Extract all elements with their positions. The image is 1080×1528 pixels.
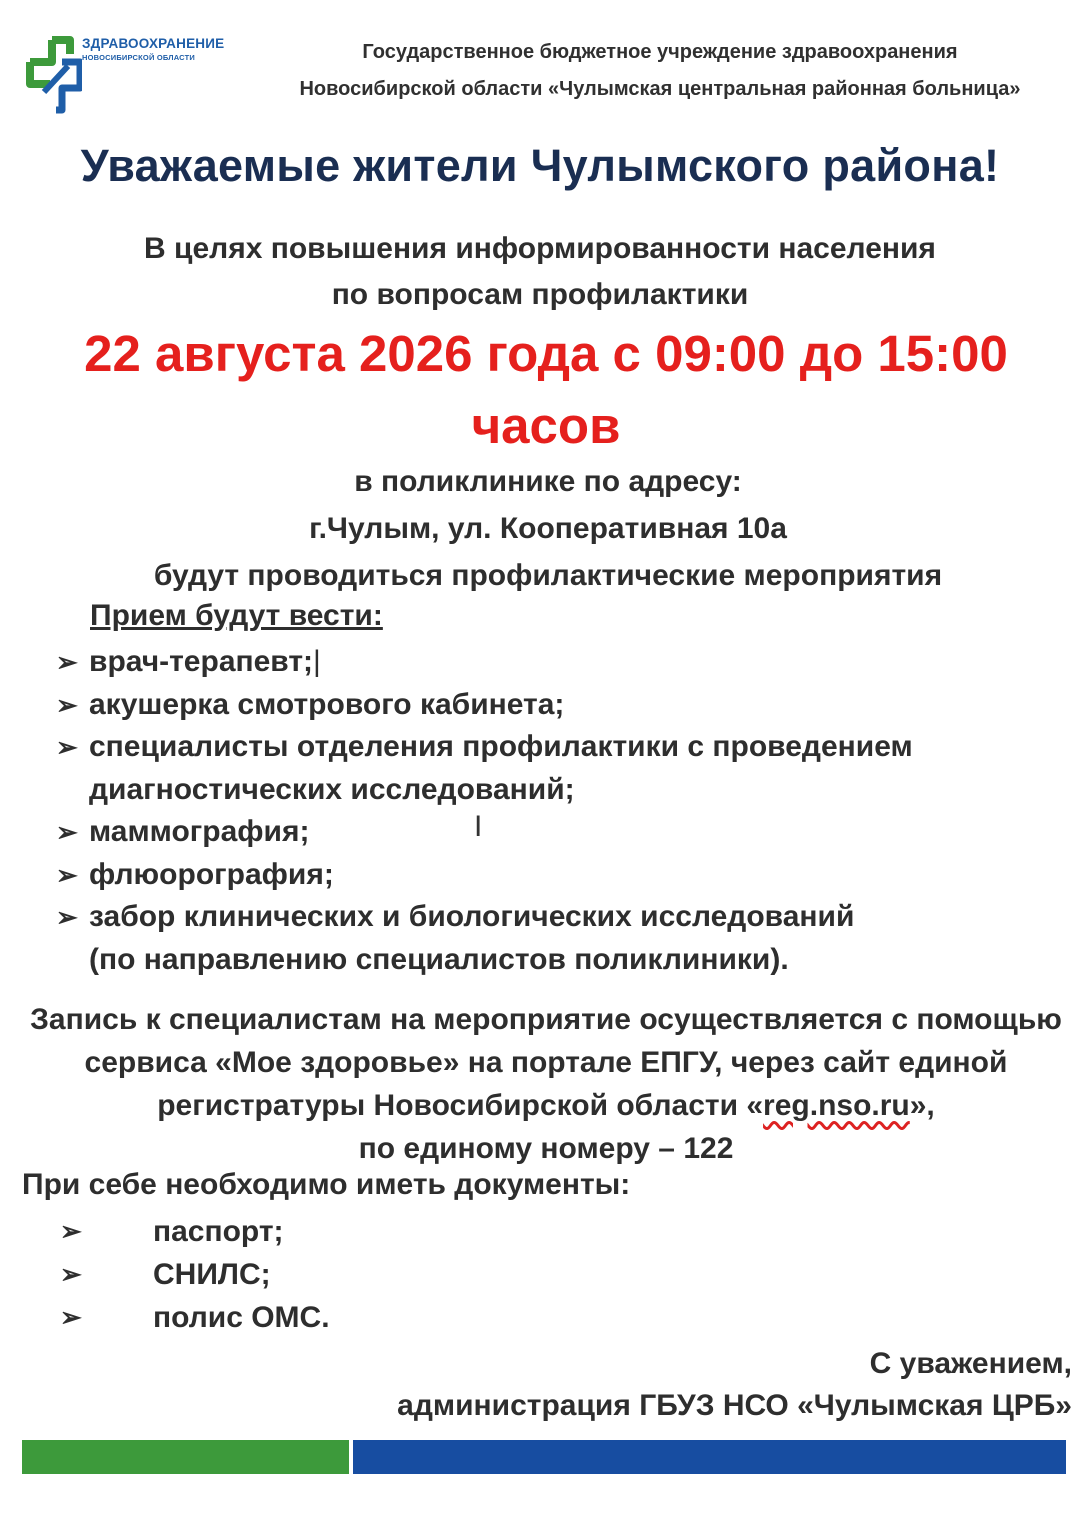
- arrow-bullet-icon: ➢: [56, 902, 78, 932]
- lead-text: [0, 226, 1080, 318]
- arrow-bullet-icon: ➢: [60, 1302, 82, 1332]
- documents-heading: При себе необходимо иметь документы:: [22, 1168, 631, 1201]
- list-item: ➢ полис ОМС.: [60, 1296, 330, 1339]
- lead-line-1: В целях повышения информированности населения: [144, 232, 936, 265]
- event-date-line-2: часов: [471, 397, 621, 454]
- list-item: ➢ акушерка смотрового кабинета;: [56, 684, 1056, 727]
- list-item: ➢ СНИЛС;: [60, 1253, 330, 1296]
- arrow-bullet-icon: ➢: [56, 817, 78, 847]
- arrow-bullet-icon: ➢: [56, 859, 78, 890]
- organization-line-1: Государственное бюджетное учреждение здравоохранения: [362, 41, 958, 63]
- registration-line-2: сервиса «Мое здоровье» на портале ЕПГУ, через сайт единой: [84, 1046, 1008, 1079]
- lead-line-2: по вопросам профилактики: [331, 278, 749, 311]
- health-ministry-logo: [22, 32, 232, 132]
- arrow-bullet-icon: ➢: [60, 1259, 82, 1289]
- list-item: ➢ забор клинических и биологических исследований: [56, 896, 1056, 939]
- organization-header: [240, 34, 1080, 108]
- list-item: ➢ специалисты отделения профилактики с проведением: [56, 726, 1056, 769]
- list-item-continuation: (по направлению специалистов поликлиники).: [89, 942, 789, 976]
- documents-list: [60, 1210, 330, 1339]
- registration-phone: по единому номеру – 122: [358, 1132, 734, 1165]
- event-date: [0, 318, 1080, 462]
- list-item: ➢ маммография;: [56, 811, 1056, 854]
- list-item-continuation: диагностических исследований;: [89, 772, 575, 806]
- arrow-bullet-icon: ➢: [56, 732, 78, 762]
- registration-line-1: Запись к специалистам на мероприятие осуществляется с помощью: [30, 1003, 1062, 1036]
- event-date-line-1: 22 августа 2026 года с 09:00 до 15:00: [84, 325, 1008, 382]
- signature: [397, 1343, 1072, 1427]
- signature-line-1: С уважением,: [869, 1347, 1072, 1380]
- list-item: ➢ врач-терапевт; |: [56, 641, 1056, 684]
- address-line-1: в поликлинике по адресу:: [354, 465, 742, 498]
- address-line-3: будут проводиться профилактические мероприятия: [153, 559, 943, 592]
- signature-line-2: администрация ГБУЗ НСО «Чулымская ЦРБ»: [397, 1389, 1072, 1422]
- list-item: ➢ паспорт;: [60, 1210, 330, 1253]
- page-title: Уважаемые жители Чулымского района!: [80, 140, 1000, 191]
- logo-title: ЗДРАВООХРАНЕНИЕ: [82, 36, 225, 51]
- footer-bar-green: [22, 1440, 349, 1474]
- registration-line-3: регистратуры Новосибирской области «reg.nso.ru»,: [157, 1089, 935, 1122]
- address-line-2: г.Чулым, ул. Кооперативная 10а: [309, 512, 787, 545]
- logo-subtitle: НОВОСИБИРСКОЙ ОБЛАСТИ: [82, 53, 195, 62]
- text-caret-icon: |: [313, 645, 321, 678]
- list-item: ➢ флюорография;: [56, 854, 1056, 897]
- arrow-bullet-icon: ➢: [56, 689, 78, 720]
- logo-cross-icon: [22, 32, 82, 132]
- registration-site-link[interactable]: reg.nso.ru: [763, 1089, 910, 1122]
- arrow-bullet-icon: ➢: [60, 1216, 82, 1246]
- text-cursor-icon: I: [474, 810, 483, 843]
- event-address: [0, 458, 1080, 599]
- reception-list: [56, 641, 1056, 981]
- reception-heading: Прием будут вести:: [90, 599, 383, 632]
- arrow-bullet-icon: ➢: [56, 647, 78, 677]
- footer-bar-blue: [353, 1440, 1066, 1474]
- registration-info: [0, 998, 1080, 1170]
- organization-line-2: Новосибирской области «Чулымская центральная районная больница»: [299, 78, 1021, 100]
